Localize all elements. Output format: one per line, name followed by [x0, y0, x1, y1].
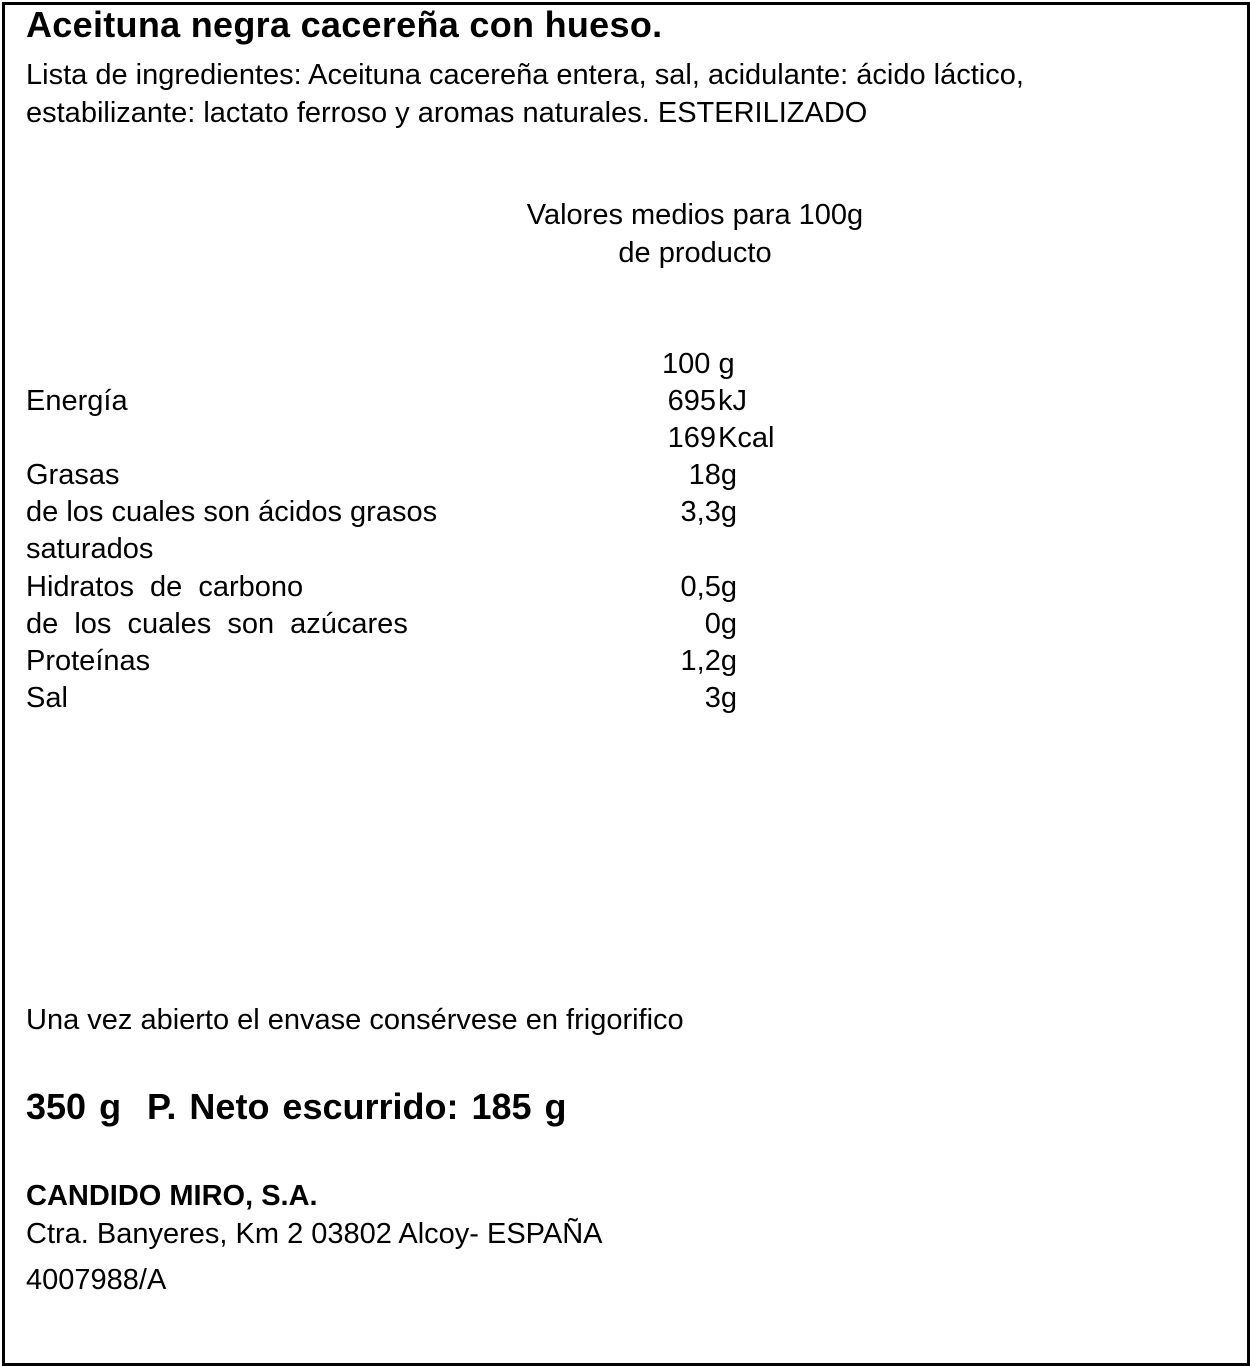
ingredients-list: [26, 56, 1226, 132]
manufacturer-address: Ctra. Banyeres, Km 2 03802 Alcoy- ESPAÑA: [26, 1218, 603, 1250]
nutrition-unit-kj: kJ: [718, 385, 747, 417]
nutrition-value-sal: 3g: [704, 682, 737, 714]
product-title: Aceituna negra cacereña con hueso.: [26, 4, 663, 45]
nutrition-label-proteinas: Proteínas: [26, 645, 151, 677]
nutrition-heading-line-2: de producto: [618, 237, 772, 269]
net-weight: 350 g P. Neto escurrido: 185 g: [26, 1086, 567, 1127]
nutrition-value-hidratos: 0,5g: [680, 571, 737, 603]
manufacturer-name: CANDIDO MIRO, S.A.: [26, 1180, 318, 1212]
nutrition-label-sal: Sal: [26, 682, 68, 714]
nutrition-value-saturados: 3,3g: [680, 496, 737, 528]
nutrition-value-energia-kcal: 169: [667, 422, 716, 454]
product-code: 4007988/A: [26, 1264, 167, 1296]
nutrition-value-azucares: 0g: [704, 608, 737, 640]
nutrition-heading-line-1: Valores medios para 100g: [526, 199, 864, 231]
nutrition-value-energia-kj: 695: [667, 385, 716, 417]
nutrition-label-azucares: de los cuales son azúcares: [26, 608, 408, 640]
nutrition-unit-kcal: Kcal: [718, 422, 775, 454]
nutrition-label-hidratos: Hidratos de carbono: [26, 571, 304, 603]
nutrition-label-saturados-cont: saturados: [26, 533, 154, 565]
nutrition-label-saturados: de los cuales son ácidos grasos: [26, 496, 438, 528]
nutrition-label-energia: Energía: [26, 385, 128, 417]
nutrition-heading: [480, 196, 910, 272]
nutrition-value-proteinas: 1,2g: [680, 645, 737, 677]
nutrition-label-grasas: Grasas: [26, 459, 120, 491]
ingredients-line-1: Lista de ingredientes: Aceituna cacereña entera, sal, acidulante: ácido láctico,: [26, 59, 1024, 91]
nutrition-column-header: 100 g: [662, 348, 735, 380]
nutrition-value-grasas: 18g: [688, 459, 737, 491]
storage-instructions: Una vez abierto el envase consérvese en frigorifico: [26, 1004, 684, 1036]
ingredients-line-2: estabilizante: lactato ferroso y aromas naturales. ESTERILIZADO: [26, 97, 868, 129]
